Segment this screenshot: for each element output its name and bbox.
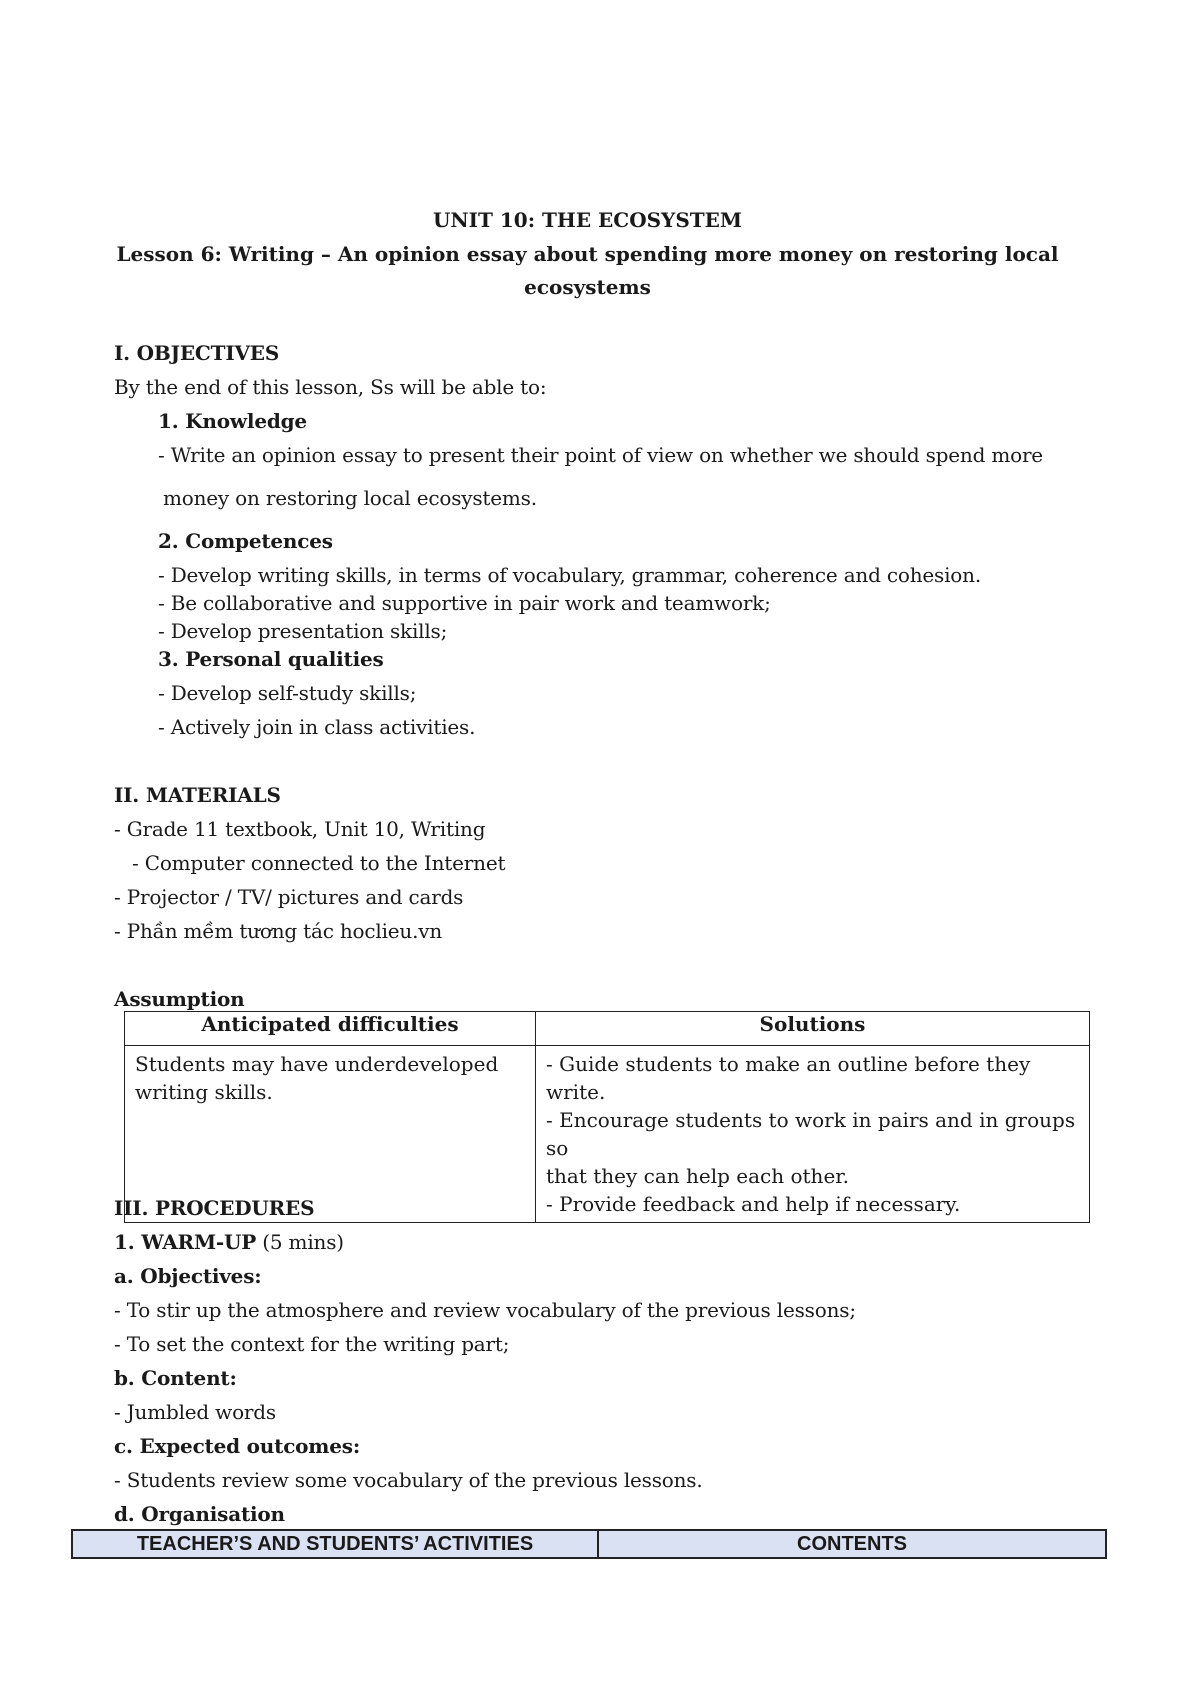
solution-line: - Encourage students to work in pairs and in groups so xyxy=(546,1108,1076,1160)
objective-item: - To stir up the atmosphere and review vocabulary of the previous lessons; xyxy=(114,1298,856,1322)
materials-item: - Projector / TV/ pictures and cards xyxy=(114,885,464,909)
activities-header-row xyxy=(72,1530,1106,1558)
competence-item: - Develop writing skills, in terms of vocabulary, grammar, coherence and cohesion. xyxy=(158,563,981,587)
assumption-heading: Assumption xyxy=(114,987,245,1011)
warmup-label: 1. WARM-UP xyxy=(114,1230,257,1254)
solution-line: that they can help each other. xyxy=(546,1164,849,1188)
materials-item: - Phần mềm tương tác hoclieu.vn xyxy=(114,919,443,943)
assumption-table xyxy=(124,1011,1090,1223)
knowledge-line2: money on restoring local ecosystems. xyxy=(163,486,537,510)
assumption-col-difficulties: Anticipated difficulties xyxy=(125,1012,536,1046)
solution-cell xyxy=(536,1046,1090,1223)
content-label: b. Content: xyxy=(114,1366,237,1390)
activities-table xyxy=(71,1529,1107,1559)
solution-line: - Provide feedback and help if necessary. xyxy=(546,1192,961,1216)
outcomes-item: - Students review some vocabulary of the previous lessons. xyxy=(114,1468,703,1492)
objectives-label: a. Objectives: xyxy=(114,1264,262,1288)
assumption-header-row xyxy=(125,1012,1090,1046)
lesson-title-line2: ecosystems xyxy=(524,275,651,299)
col-contents: CONTENTS xyxy=(598,1530,1106,1558)
objectives-intro: By the end of this lesson, Ss will be able to: xyxy=(114,375,547,399)
personal-quality-item: - Develop self-study skills; xyxy=(158,681,417,705)
difficulty-line: Students may have underdeveloped xyxy=(135,1052,499,1076)
competences-heading: 2. Competences xyxy=(158,529,333,553)
col-teacher-student-activities: TEACHER’S AND STUDENTS’ ACTIVITIES xyxy=(72,1530,598,1558)
warmup-line xyxy=(114,1230,344,1254)
difficulty-line: writing skills. xyxy=(135,1080,273,1104)
knowledge-line1: - Write an opinion essay to present their point of view on whether we should spend more xyxy=(158,443,1043,467)
procedures-heading: III. PROCEDURES xyxy=(114,1196,315,1220)
solution-line: - Guide students to make an outline before they write. xyxy=(546,1052,1031,1104)
content-item: - Jumbled words xyxy=(114,1400,276,1424)
warmup-time: (5 mins) xyxy=(262,1230,344,1254)
competence-item: - Develop presentation skills; xyxy=(158,619,448,643)
personal-quality-item: - Actively join in class activities. xyxy=(158,715,476,739)
materials-item: - Computer connected to the Internet xyxy=(132,851,506,875)
materials-heading: II. MATERIALS xyxy=(114,783,281,807)
knowledge-heading: 1. Knowledge xyxy=(158,409,307,433)
assumption-col-solutions: Solutions xyxy=(536,1012,1090,1046)
unit-title: UNIT 10: THE ECOSYSTEM xyxy=(432,208,743,232)
lesson-title-line1: Lesson 6: Writing – An opinion essay about spending more money on restoring local xyxy=(116,242,1059,266)
outcomes-label: c. Expected outcomes: xyxy=(114,1434,361,1458)
personal-qualities-heading: 3. Personal qualities xyxy=(158,647,384,671)
materials-item: - Grade 11 textbook, Unit 10, Writing xyxy=(114,817,486,841)
organisation-label: d. Organisation xyxy=(114,1502,285,1526)
competence-item: - Be collaborative and supportive in pair work and teamwork; xyxy=(158,591,771,615)
objectives-heading: I. OBJECTIVES xyxy=(114,341,280,365)
objective-item: - To set the context for the writing part; xyxy=(114,1332,510,1356)
